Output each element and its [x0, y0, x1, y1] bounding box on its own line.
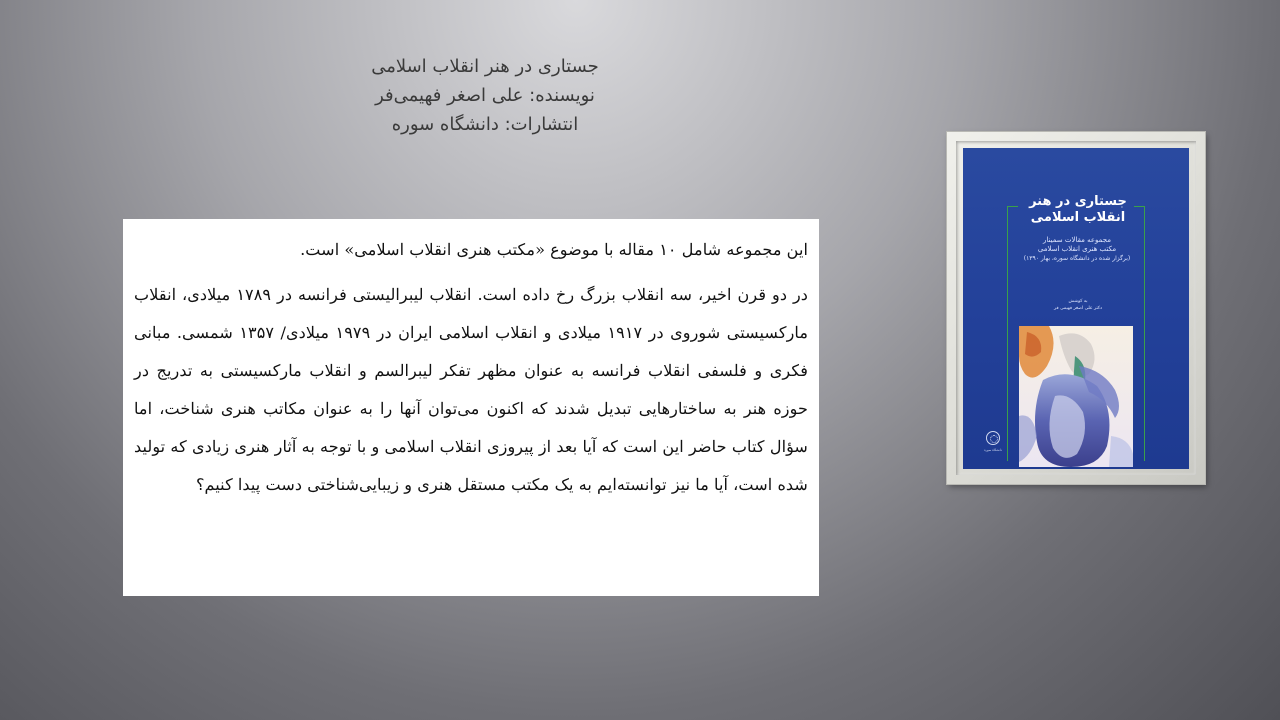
cover-subtitle-line1: مجموعه مقالات سمینار: [1043, 236, 1111, 244]
cover-subtitle: [1019, 236, 1135, 263]
book-title-line: جستاری در هنر انقلاب اسلامی: [371, 56, 599, 77]
cover-painting-illustration: [1019, 326, 1133, 467]
publisher-logo-text: دانشگاه سوره: [984, 448, 1002, 452]
book-cover-image: [963, 148, 1189, 469]
description-textbox: [123, 219, 819, 596]
cover-author-name: دکتر علی اصغر فهیمی فر: [1054, 306, 1102, 311]
cover-right-tick: [1134, 206, 1145, 207]
description-body: در دو قرن اخیر، سه انقلاب بزرگ رخ داده است. انقلاب لیبرالیستی فرانسه در ۱۷۸۹ میلادی، انقلاب مارکسیستی شوروی در ۱۹۱۷ میلادی و انقلاب اسلامی ایران در ۱۹۷۹ میلادی/ ۱۳۵۷ شمسی. مبانی فکری و فلسفی انقلاب فرانسه به عنوان مظهر تفکر لیبرالسم و انقلاب مارکسیستی به تدریج در حوزه هنر به ساختارهایی تبدیل شدند که اکنون می‌توان آنها را به عنوان مکاتب هنری شناخت، اما سؤال کتاب حاضر این است که آیا بعد از پیروزی انقلاب اسلامی و با توجه به آثار هنری زیادی که تولید شده است، آیا ما نیز توانسته‌ایم به یک مکتب مستقل هنری و زیبایی‌شناختی دست پیدا کنیم؟: [134, 285, 809, 494]
cover-left-tick: [1007, 206, 1018, 207]
cover-subtitle-line3: (برگزار شده در دانشگاه سوره، بهار ۱۳۹۰): [1023, 255, 1131, 262]
cover-title-line1: جستاری در هنر: [1029, 194, 1127, 209]
cover-author-label: به کوشش: [1068, 299, 1088, 304]
cover-right-rule: [1144, 206, 1145, 461]
description-intro: این مجموعه شامل ۱۰ مقاله با موضوع «مکتب هنری انقلاب اسلامی» است.: [300, 240, 808, 259]
publisher-logo-icon: [986, 431, 1000, 445]
cover-left-rule: [1007, 206, 1008, 461]
author-line: نویسنده: علی اصغر فهیمی‌فر: [375, 85, 595, 106]
cover-subtitle-line2: مکتب هنری انقلاب اسلامی: [1037, 245, 1117, 253]
painting-svg: [1019, 326, 1133, 467]
cover-title-line2: انقلاب اسلامی: [1030, 210, 1126, 225]
cover-title: [1023, 194, 1133, 226]
book-cover-frame: [947, 132, 1205, 484]
publisher-line: انتشارات: دانشگاه سوره: [391, 114, 579, 135]
slide-title-block: [300, 52, 670, 139]
cover-author: [1023, 298, 1133, 312]
